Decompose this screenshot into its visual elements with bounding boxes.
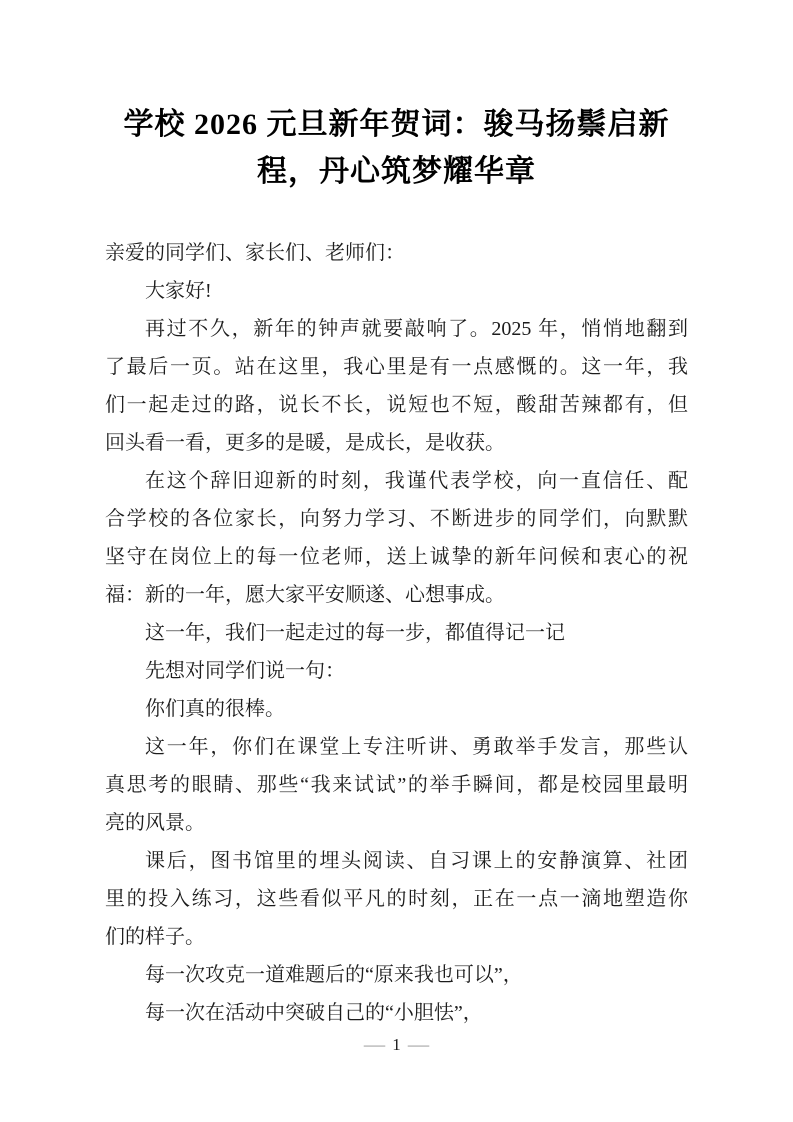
body-line: 再过不久，新年的钟声就要敲响了。2025 年，悄悄地翻到 — [145, 318, 688, 340]
body-line: 坚守在岗位上的每一位老师，送上诚挚的新年问候和衷心的祝 — [105, 546, 688, 568]
body-line: 在这个辞旧迎新的时刻，我谨代表学校，向一直信任、配 — [145, 470, 688, 492]
body-line: 亮的风景。 — [105, 812, 205, 834]
page-footer — [105, 1031, 688, 1059]
body-line: 你们真的很棒。 — [145, 698, 285, 720]
footer-dash-right: — — [407, 1035, 429, 1054]
body-line: 这一年，我们一起走过的每一步，都值得记一记 — [145, 622, 565, 644]
body-line: 亲爱的同学们、家长们、老师们： — [105, 242, 405, 264]
document-body — [105, 234, 688, 1032]
body-line: 里的投入练习，这些看似平凡的时刻，正在一点一滴地塑造你 — [105, 888, 688, 910]
body-line: 这一年，你们在课堂上专注听讲、勇敢举手发言，那些认 — [145, 736, 688, 758]
page-number: 1 — [392, 1035, 401, 1054]
body-line: 合学校的各位家长，向努力学习、不断进步的同学们，向默默 — [105, 508, 688, 530]
document-title — [105, 101, 688, 195]
body-line: 真思考的眼睛、那些“我来试试”的举手瞬间，都是校园里最明 — [105, 774, 688, 796]
body-line: 先想对同学们说一句： — [145, 660, 345, 682]
body-line: 回头看一看，更多的是暖，是成长，是收获。 — [105, 432, 505, 454]
footer-dash-left: — — [364, 1035, 386, 1054]
body-line: 每一次攻克一道难题后的“原来我也可以”， — [145, 964, 523, 986]
body-line: 课后，图书馆里的埋头阅读、自习课上的安静演算、社团 — [145, 850, 688, 872]
title-line-2: 程，丹心筑梦耀华章 — [257, 155, 536, 188]
body-line: 们一起走过的路，说长不长，说短也不短，酸甜苦辣都有，但 — [105, 394, 688, 416]
body-line: 们的样子。 — [105, 926, 205, 948]
body-line: 大家好! — [145, 280, 212, 302]
body-line: 每一次在活动中突破自己的“小胆怯”， — [145, 1002, 483, 1024]
body-line: 了最后一页。站在这里，我心里是有一点感慨的。这一年，我 — [105, 356, 688, 378]
title-line-1: 学校 2026 元旦新年贺词：骏马扬鬃启新 — [123, 108, 670, 141]
body-line: 福：新的一年，愿大家平安顺遂、心想事成。 — [105, 584, 505, 606]
